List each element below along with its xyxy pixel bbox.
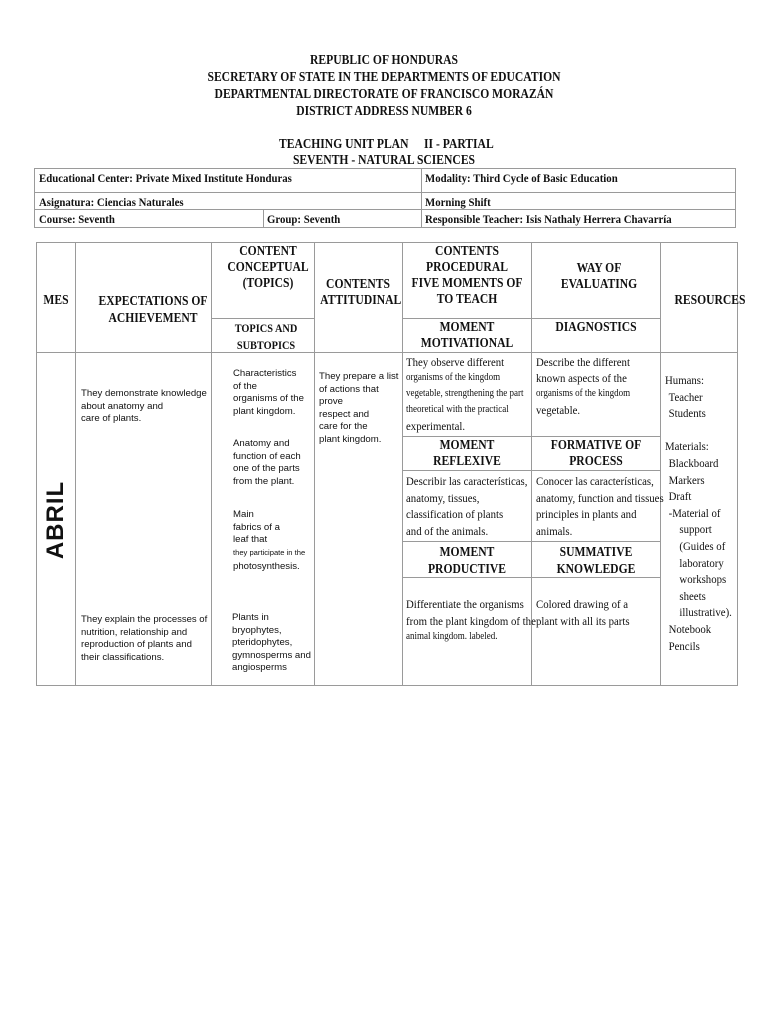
header-line-4: DISTRICT ADDRESS NUMBER 6: [296, 103, 472, 118]
plan-title: TEACHING UNIT PLAN: [279, 136, 409, 151]
formative-content: Conocer las características, anatomy, function and tissues principles in plants and animals.: [536, 474, 664, 538]
header-formative: FORMATIVE OF PROCESS: [550, 437, 642, 468]
modality: Modality: Third Cycle of Basic Education: [425, 171, 618, 185]
concept-anatomy: Anatomy and function of each one of the parts from the plant.: [233, 438, 301, 487]
resources-list: Humans: Teacher Students Materials: Blackboard Markers Draft -Material of support (Guides of laboratory workshops sheets illustrative). Notebook Pencils: [665, 373, 732, 653]
productive-content: Differentiate the organisms from the plant kingdom of the animal kingdom. labeled.: [406, 597, 536, 642]
month-label: ABRIL: [42, 480, 69, 560]
header-attitudinal: CONTENTS ATTITUDINAL: [320, 276, 402, 307]
header-diagnostics: DIAGNOSTICS: [555, 319, 637, 334]
header-line-1: REPUBLIC OF HONDURAS: [310, 52, 458, 67]
expectation-2: They explain the processes of nutrition, relationship and reproduction of plants and their classifications.: [81, 614, 208, 663]
responsible-teacher: Responsible Teacher: Isis Nathaly Herrera Chavarría: [425, 212, 672, 226]
header-moment-reflexive: MOMENT REFLEXIVE: [433, 437, 501, 468]
summative-content: Colored drawing of a plant with all its parts: [536, 597, 630, 628]
header-line-3: DEPARTMENTAL DIRECTORATE OF FRANCISCO MORAZÁN: [214, 86, 554, 101]
reflexive-content: Describir las características, anatomy, tissues, classification of plants and of the animals.: [406, 474, 528, 538]
subject: Asignatura: Ciencias Naturales: [39, 195, 184, 209]
header-procedural: CONTENTS PROCEDURAL FIVE MOMENTS OF TO TEACH: [411, 243, 523, 306]
header-line-2: SECRETARY OF STATE IN THE DEPARTMENTS OF EDUCATION: [207, 69, 561, 84]
motivational-content: They observe different organisms of the kingdom vegetable, strengthening the part theoretical with the practical experimental.: [406, 355, 524, 433]
header-resources: RESOURCES: [674, 292, 746, 307]
header-moment-productive: MOMENT PRODUCTIVE: [427, 544, 507, 576]
header-topics: TOPICS AND SUBTOPICS: [234, 321, 298, 352]
concept-leaf-fabrics: Main fabrics of a leaf that they participate in the photosynthesis.: [233, 509, 306, 572]
plan-subtitle: SEVENTH - NATURAL SCIENCES: [292, 152, 476, 167]
header-evaluating: WAY OF EVALUATING: [560, 260, 638, 291]
header-summative: SUMMATIVE KNOWLEDGE: [556, 544, 636, 576]
shift: Morning Shift: [425, 195, 491, 209]
header-conceptual: CONTENT CONCEPTUAL (TOPICS): [227, 243, 309, 290]
header-expectations: EXPECTATIONS OF ACHIEVEMENT: [98, 293, 208, 325]
diagnostics-content: Describe the different known aspects of the organisms of the kingdom vegetable.: [536, 355, 631, 417]
course: Course: Seventh: [39, 212, 115, 226]
concept-characteristics: Characteristics of the organisms of the plant kingdom.: [233, 368, 304, 417]
group: Group: Seventh: [267, 212, 341, 226]
concept-plant-groups: Plants in bryophytes, pteridophytes, gymnosperms and angiosperms: [232, 612, 311, 673]
attitudinal-content: They prepare a list of actions that prove respect and care for the plant kingdom.: [319, 371, 399, 445]
educational-center: Educational Center: Private Mixed Institute Honduras: [39, 171, 292, 185]
header-moment-motivational: MOMENT MOTIVATIONAL: [420, 319, 514, 350]
header-month: MES: [43, 292, 69, 307]
expectation-1: They demonstrate knowledge about anatomy and care of plants.: [81, 388, 207, 424]
partial-label: II - PARTIAL: [424, 136, 494, 151]
